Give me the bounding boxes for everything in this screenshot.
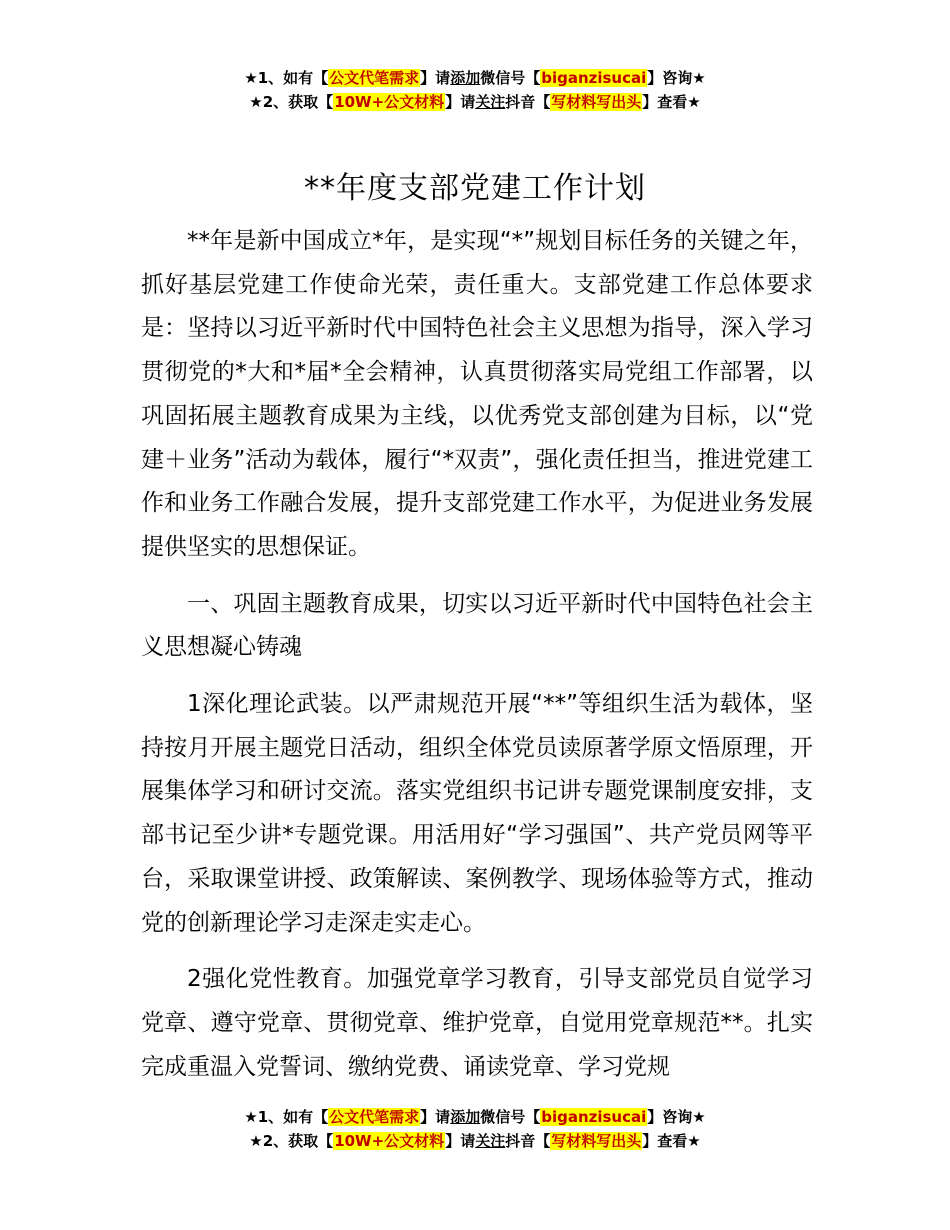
banner-line-2 [0, 1129, 950, 1153]
banner-text: 微信号【 [480, 69, 541, 87]
footer-banner [0, 1105, 950, 1153]
banner-text: 抖音【 [505, 93, 551, 111]
banner-text: 】查看★ [642, 93, 701, 111]
banner-text: 添加 [450, 1108, 481, 1126]
banner-highlight: biganzisucai [541, 69, 647, 87]
paragraph-item-1: 1深化理论武装。以严肃规范开展“**”等组织生活为载体，坚持按月开展主题党日活动，组织全体党员读原著学原文悟原理，开展集体学习和研讨交流。落实党组织书记讲专题党课制度安排，支部书记至少讲*专题党课。用活用好“学习强国”、共产党员网等平台，采取课堂讲授、政策解读、案例教学、现场体验等方式，推动党的创新理论学习走深走实走心。 [141, 691, 813, 936]
banner-highlight: 10W+公文材料 [334, 1132, 445, 1150]
paragraph-item-2: 2强化党性教育。加强党章学习教育，引导支部党员自觉学习党章、遵守党章、贯彻党章、维护党章，自觉用党章规范**。扎实完成重温入党誓词、缴纳党费、诵读党章、学习党规 [141, 966, 813, 1080]
banner-text: ★2、获取【 [249, 93, 334, 111]
banner-highlight: 公文代笔需求 [329, 1108, 420, 1126]
document-body [141, 220, 813, 1102]
banner-highlight: 写材料写出头 [551, 1132, 642, 1150]
banner-text: 关注 [475, 1132, 506, 1150]
banner-highlight: 写材料写出头 [551, 93, 642, 111]
document-title: **年度支部党建工作计划 [304, 171, 646, 206]
banner-text: 微信号【 [480, 1108, 541, 1126]
banner-text: 】咨询★ [647, 69, 706, 87]
banner-line-1 [0, 66, 950, 90]
banner-text: 添加 [450, 69, 481, 87]
banner-text: ★1、如有【 [244, 1108, 329, 1126]
section-heading-1: 一、巩固主题教育成果，切实以习近平新时代中国特色社会主义思想凝心铸魂 [141, 590, 813, 661]
banner-line-1 [0, 1105, 950, 1129]
banner-text: ★1、如有【 [244, 69, 329, 87]
banner-text: 关注 [475, 93, 506, 111]
banner-highlight: 公文代笔需求 [329, 69, 420, 87]
banner-highlight: biganzisucai [541, 1108, 647, 1126]
banner-text: ★2、获取【 [249, 1132, 334, 1150]
banner-text: 】查看★ [642, 1132, 701, 1150]
banner-text: 】请 [445, 93, 476, 111]
banner-text: 】请 [445, 1132, 476, 1150]
banner-text: 抖音【 [505, 1132, 551, 1150]
banner-text: 】请 [420, 69, 451, 87]
banner-text: 】咨询★ [647, 1108, 706, 1126]
banner-line-2 [0, 90, 950, 114]
header-banner [0, 66, 950, 114]
paragraph-intro: **年是新中国成立*年，是实现“*”规划目标任务的关键之年，抓好基层党建工作使命光荣，责任重大。支部党建工作总体要求是：坚持以习近平新时代中国特色社会主义思想为指导，深入学习贯彻党的*大和*届*全会精神，认真贯彻落实局党组工作部署，以巩固拓展主题教育成果为主线，以优秀党支部创建为目标，以“党建＋业务”活动为载体，履行“*双责”，强化责任担当，推进党建工作和业务工作融合发展，提升支部党建工作水平，为促进业务发展提供坚实的思想保证。 [141, 228, 813, 560]
banner-highlight: 10W+公文材料 [334, 93, 445, 111]
banner-text: 】请 [420, 1108, 451, 1126]
